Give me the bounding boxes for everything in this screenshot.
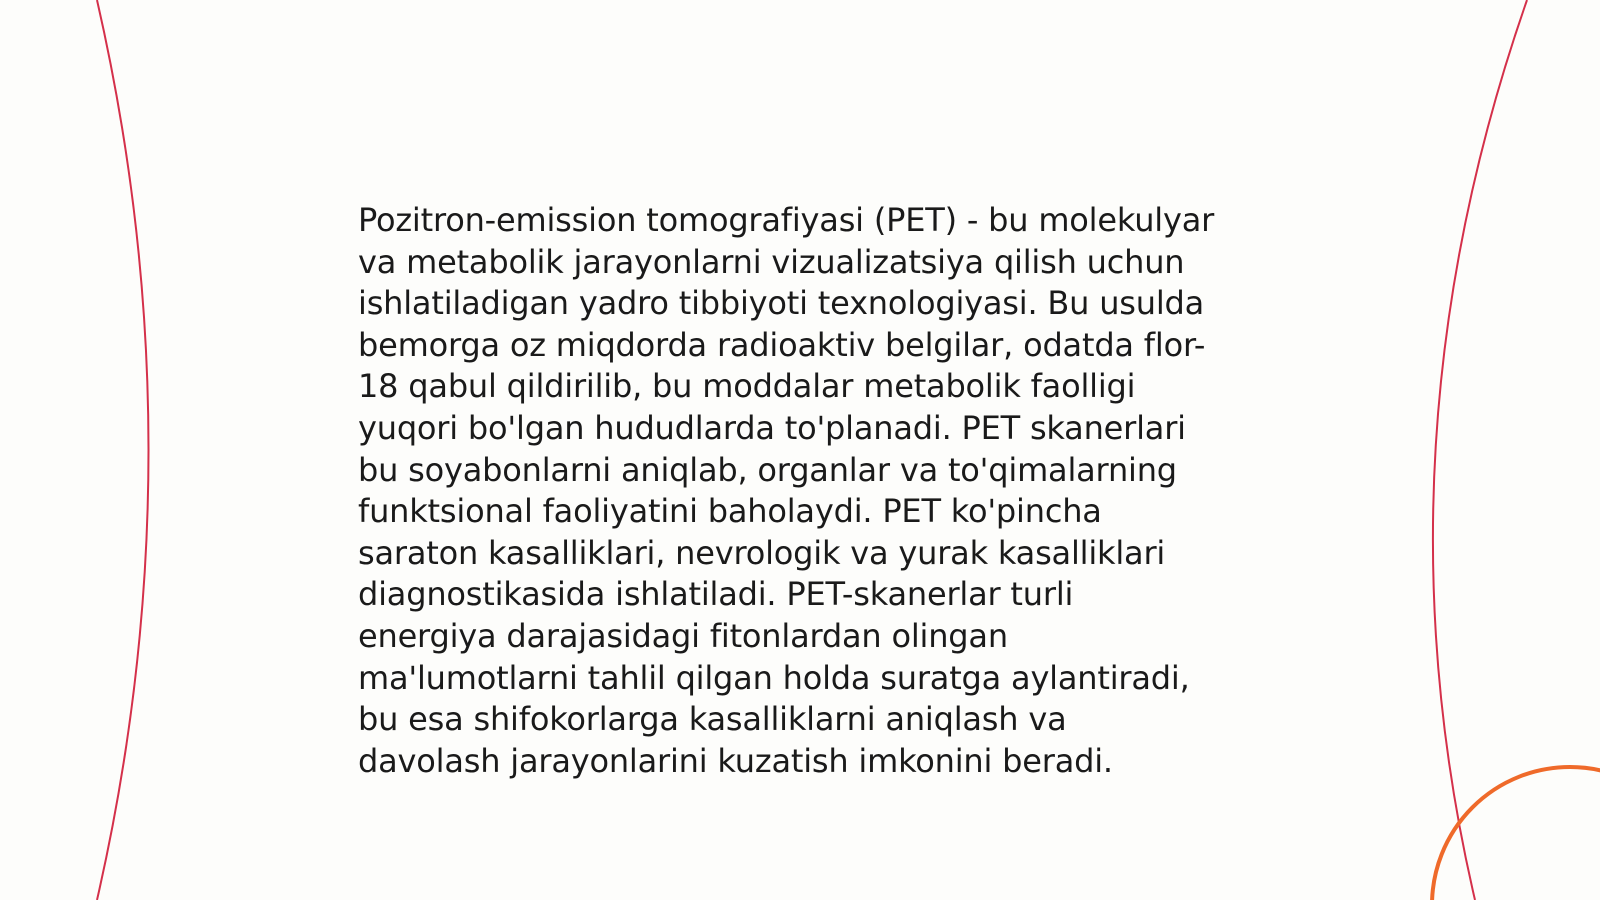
- body-line: bu esa shifokorlarga kasalliklarni aniqlash va: [358, 700, 1067, 739]
- body-paragraph: [358, 200, 1238, 782]
- body-line: funktsional faoliyatini baholaydi. PET ko'pincha: [358, 492, 1102, 531]
- body-line: Pozitron-emission tomografiyasi (PET) - bu molekulyar: [358, 201, 1215, 239]
- body-line: saraton kasalliklari, nevrologik va yurak kasalliklari: [358, 533, 1166, 572]
- body-line: davolash jarayonlarini kuzatish imkonini beradi.: [358, 741, 1113, 780]
- body-line: yuqori bo'lgan hududlarda to'planadi. PET skanerlari: [358, 408, 1186, 447]
- left-arc-line: [97, 0, 149, 900]
- body-line: bemorga oz miqdorda radioaktiv belgilar, odatda flor-: [358, 325, 1206, 364]
- body-line: bu soyabonlarni aniqlab, organlar va to'qimalarning: [358, 450, 1177, 489]
- body-line: ma'lumotlarni tahlil qilgan holda suratga aylantiradi,: [358, 658, 1190, 697]
- body-line: ishlatiladigan yadro tibbiyoti texnologiyasi. Bu usulda: [358, 284, 1205, 323]
- body-line: energiya darajasidagi fitonlardan olingan: [358, 616, 1008, 655]
- body-line: va metabolik jarayonlarni vizualizatsiya qilish uchun: [358, 242, 1185, 281]
- body-line: diagnostikasida ishlatiladi. PET-skanerlar turli: [358, 575, 1074, 614]
- orange-circle-outline: [1432, 767, 1600, 900]
- body-line: 18 qabul qildirilib, bu moddalar metabolik faolligi: [358, 367, 1136, 406]
- right-arc-line: [1433, 0, 1527, 900]
